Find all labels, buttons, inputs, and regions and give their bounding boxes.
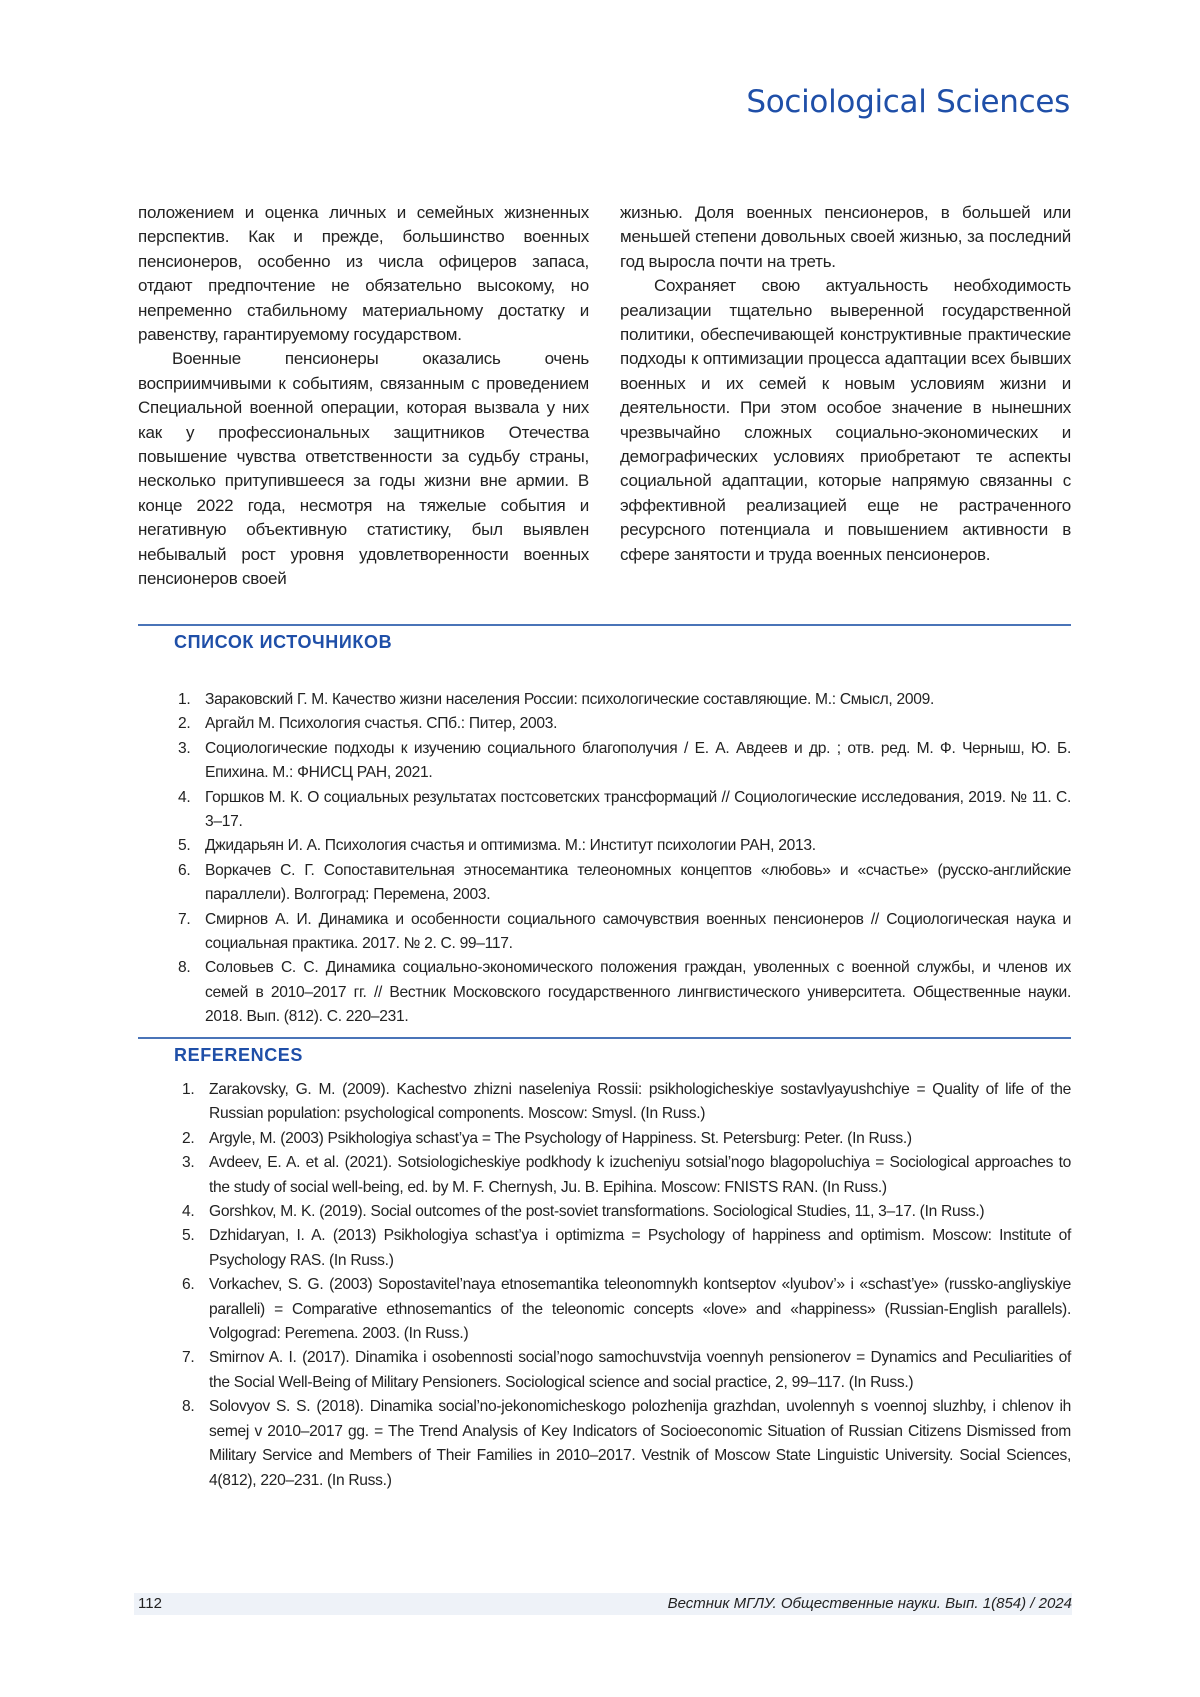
reference-item [174,908,1071,957]
reference-number: 8. [178,959,191,977]
reference-text: Avdeev, E. A. et al. (2021). Sotsiologicheskiye podkhody k izucheniyu sotsial’nogo blagopoluchiya = Sociological approaches to the study of social well-being, ed. by M. F. Chernysh, Ju. B. Epihina. Moscow: FNISTS RAN. (In Russ.) [209,1154,1071,1196]
reference-number: 5. [182,1227,195,1245]
paragraph: Военные пенсионеры оказались очень восприимчивыми к событиям, связанным с проведением Специальной военной операции, которая вызвала у них как у профессиональных защитников Отечества повышение чувства ответственности за судьбу страны, несколько притупившееся за годы жизни вне армии. В конце 2022 года, несмотря на тяжелые события и негативную объективную статистику, был выявлен небывалый рост уровня удовлетворенности военных пенсионеров своей [138,349,589,589]
reference-number: 4. [182,1203,195,1221]
reference-number: 7. [182,1349,195,1367]
paragraph: положением и оценка личных и семейных жизненных перспектив. Как и прежде, большинство военных пенсионеров, особенно из числа офицеров запаса, отдают предпочтение не обязательно высокому, но непременно стабильному материальному достатку и равенству, гарантируемому государством. [138,203,589,345]
reference-item [174,712,1071,736]
reference-text: Vorkachev, S. G. (2003) Sopostavitel’naya etnosemantika teleonomnykh kontseptov «lyubov’» i «schast’ye» (russko-angliyskiye paralleli) = Comparative ethnosemantics of the teleonomic concepts «love» and «happiness» (Russian-English parallels). Volgograd: Peremena. 2003. (In Russ.) [209,1276,1071,1343]
reference-text: Смирнов А. И. Динамика и особенности социального самочувствия военных пенсионеров // Социологическая наука и социальная практика. 2017. № 2. С. 99–117. [205,910,1071,953]
reference-text: Джидарьян И. А. Психология счастья и оптимизма. М.: Институт психологии РАН, 2013. [205,837,816,855]
reference-item [174,737,1071,786]
reference-number: 4. [178,788,191,806]
reference-text: Горшков М. К. О социальных результатах постсоветских трансформаций // Социологические исследования, 2019. № 11. С. 3–17. [205,788,1071,831]
page-number: 112 [138,1595,162,1612]
sources-list [174,688,1071,1030]
reference-item [178,1151,1071,1200]
paragraph: Сохраняет свою актуальность необходимость реализации тщательно выверенной государственной политики, обеспечивающей конструктивные практические подходы к оптимизации процесса адаптации всех бывших военных и их семей к новым условиям жизни и деятельности. При этом особое значение в нынешних чрезвычайно сложных социально-экономических и демографических условиях приобретают те аспекты социальной адаптации, которые напрямую связанны с эффективной реализацией еще не растраченного ресурсного потенциала и повышением активности в сфере занятости и труда военных пенсионеров. [620,276,1071,564]
reference-number: 6. [182,1276,195,1294]
body-column-right [620,201,1071,567]
reference-item [178,1273,1071,1346]
reference-text: Dzhidaryan, I. A. (2013) Psikhologiya schast’ya i optimizma = Psychology of happiness and optimism. Moscow: Institute of Psychology RAS. (In Russ.) [209,1227,1071,1269]
divider [138,624,1071,626]
reference-number: 1. [178,691,191,708]
reference-number: 7. [178,910,191,928]
reference-number: 2. [182,1129,195,1147]
reference-item [174,834,1071,858]
reference-item [174,859,1071,908]
divider [138,1037,1071,1039]
reference-item [178,1078,1071,1127]
reference-text: Gorshkov, M. K. (2019). Social outcomes of the post-soviet transformations. Sociological Studies, 11, 3–17. (In Russ.) [209,1203,985,1221]
reference-item [178,1200,1071,1224]
reference-number: 3. [182,1154,195,1172]
reference-number: 1. [182,1081,195,1098]
paragraph: жизнью. Доля военных пенсионеров, в большей или меньшей степени довольных своей жизнью, за последний год выросла почти на треть. [620,203,1071,271]
reference-text: Соловьев С. С. Динамика социально-экономического положения граждан, уволенных с военной службы, и членов их семей в 2010–2017 гг. // Вестник Московского государственного лингвистического университета. Общественные науки. 2018. Вып. (812). С. 220–231. [205,959,1071,1026]
reference-item [178,1395,1071,1493]
reference-item [174,688,1071,712]
reference-number: 8. [182,1398,195,1416]
reference-text: Solovyov S. S. (2018). Dinamika social’no-jekonomicheskogo polozhenija grazhdan, uvolennyh s voennoj sluzhby, i chlenov ih semej v 2010–2017 gg. = The Trend Analysis of Key Indicators of Socioeconomic Situation of Russian Citizens Dismissed from Military Service and Members of Their Families in 2010–2017. Vestnik of Moscow State Linguistic University. Social Sciences, 4(812), 220–231. (In Russ.) [209,1398,1071,1489]
reference-text: Воркачев С. Г. Сопоставительная этносемантика телеономных концептов «любовь» и «счастье» (русско-английские параллели). Волгоград: Перемена, 2003. [205,861,1071,904]
section-title: Sociological Sciences [746,84,1070,120]
body-column-left [138,201,589,592]
reference-item [178,1346,1071,1395]
reference-item [178,1224,1071,1273]
reference-number: 2. [178,715,191,733]
reference-text: Argyle, M. (2003) Psikhologiya schast’ya = The Psychology of Happiness. St. Petersburg: Peter. (In Russ.) [209,1129,912,1147]
reference-number: 6. [178,861,191,879]
references-list [178,1078,1071,1493]
page-footer [134,1593,1072,1615]
reference-text: Зараковский Г. М. Качество жизни населения России: психологические составляющие. М.: Смысл, 2009. [205,691,934,708]
reference-number: 5. [178,837,191,855]
reference-item [178,1127,1071,1151]
reference-text: Zarakovsky, G. M. (2009). Kachestvo zhizni naseleniya Rossii: psikhologicheskiye sostavlyayushchiye = Quality of life of the Russian population: psychological components. Moscow: Smysl. (In Russ.) [209,1081,1071,1123]
reference-text: Социологические подходы к изучению социального благополучия / Е. А. Авдеев и др. ; отв. ред. М. Ф. Черныш, Ю. Б. Епихина. М.: ФНИСЦ РАН, 2021. [205,739,1071,782]
references-heading: REFERENCES [174,1045,304,1065]
reference-item [174,956,1071,1029]
reference-number: 3. [178,739,191,757]
journal-info: Вестник МГЛУ. Общественные науки. Вып. 1(854) / 2024 [667,1595,1072,1612]
reference-item [174,786,1071,835]
sources-heading: СПИСОК ИСТОЧНИКОВ [174,632,393,652]
reference-text: Аргайл М. Психология счастья. СПб.: Питер, 2003. [205,715,558,733]
reference-text: Smirnov A. I. (2017). Dinamika i osobennosti social’nogo samochuvstvija voennyh pensionerov = Dynamics and Peculiarities of the Social Well-Being of Military Pensioners. Sociological science and social practice, 2, 99–117. (In Russ.) [209,1349,1071,1391]
